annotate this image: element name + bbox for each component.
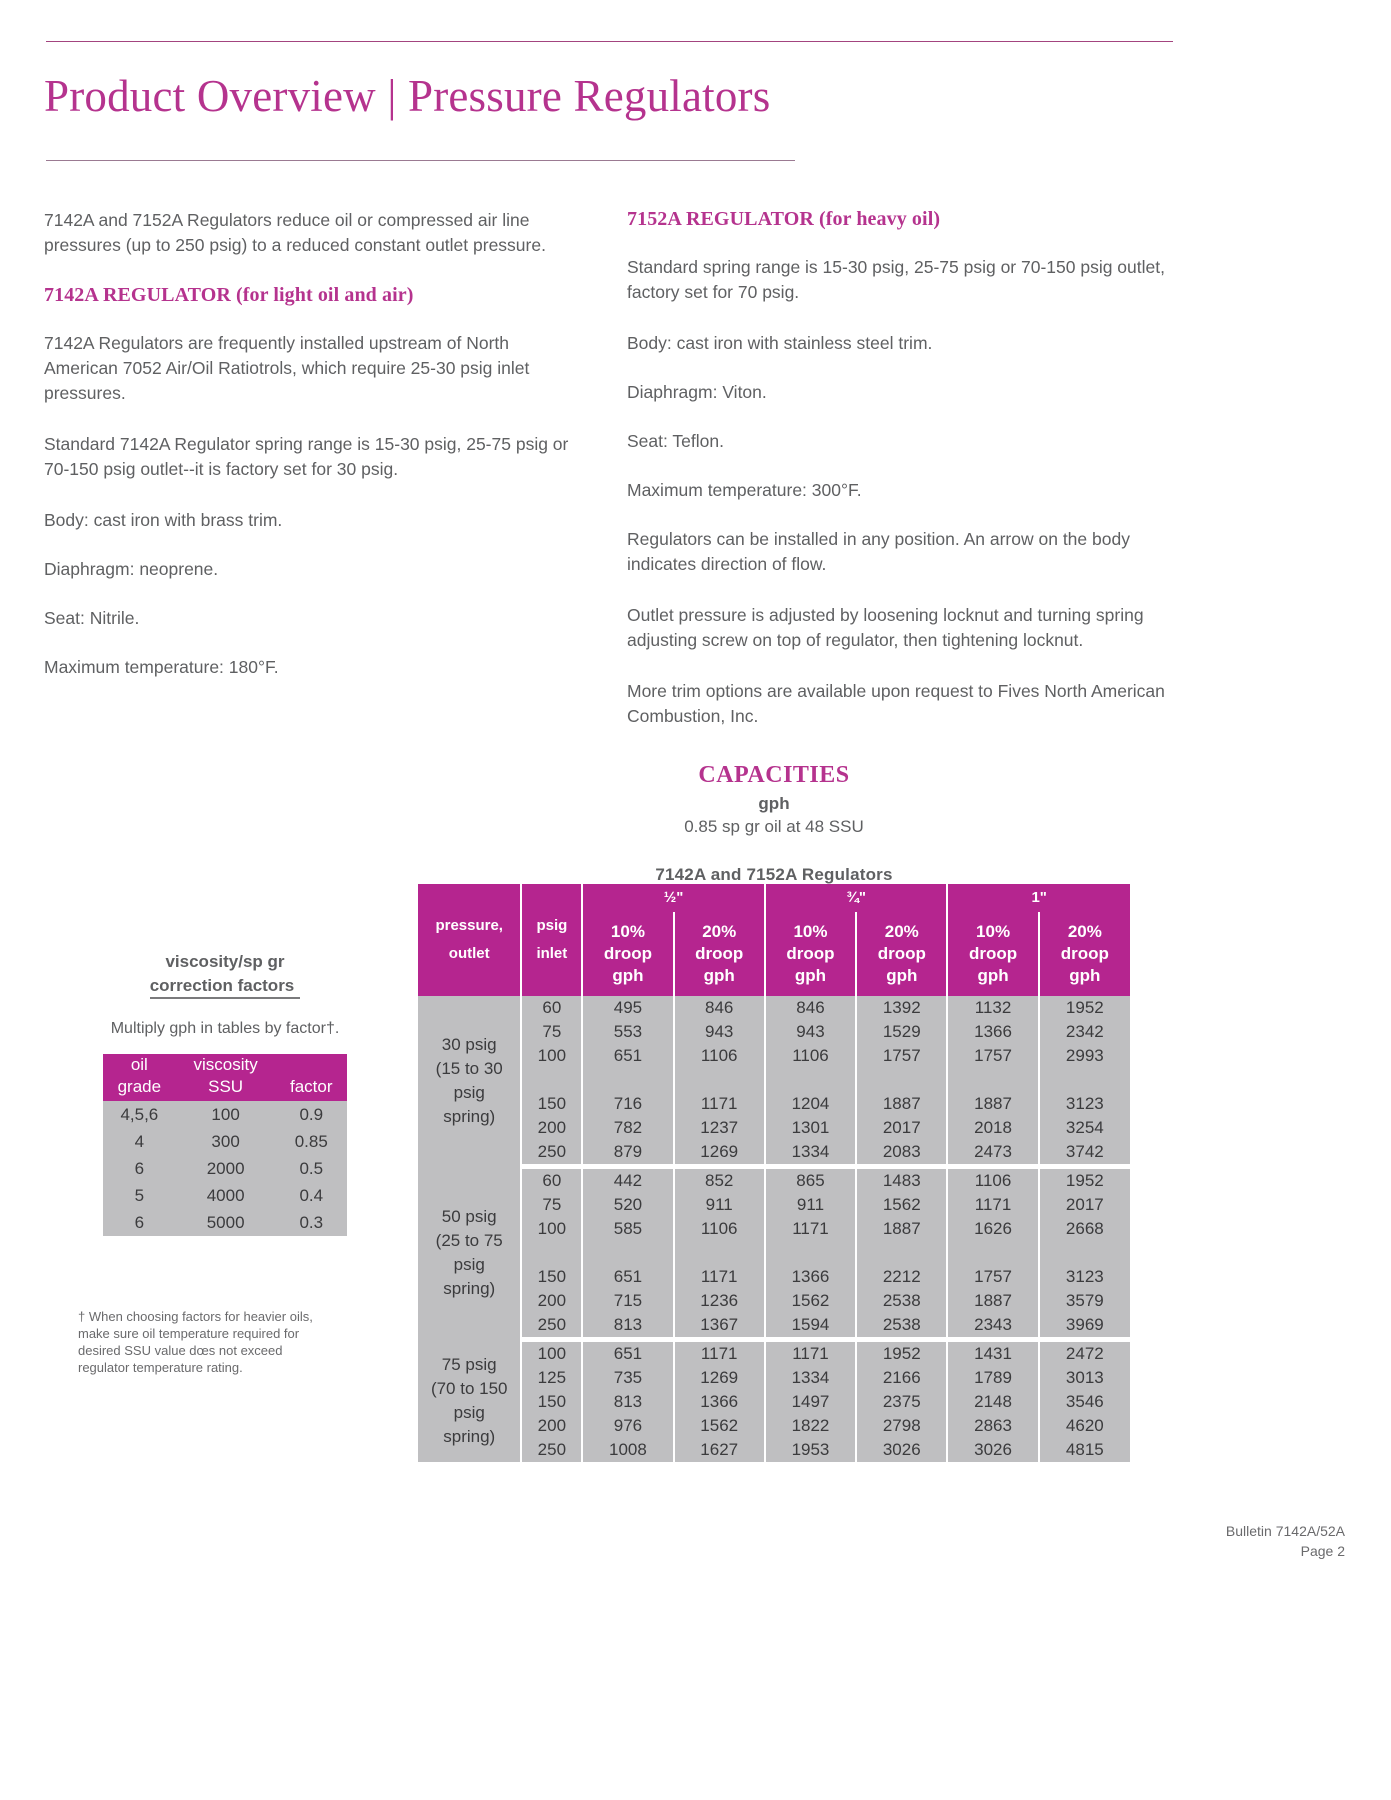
capacity-cell: 4815 <box>1039 1438 1130 1462</box>
spacer-cell <box>856 1241 947 1265</box>
spacer-cell <box>947 1241 1038 1265</box>
spacer-cell <box>765 1241 856 1265</box>
outlet-pressure-line: 50 psig <box>441 1207 497 1226</box>
oil-grade-cell: 6 <box>103 1155 176 1182</box>
capacity-cell: 1392 <box>856 996 947 1020</box>
header-inlet-line2: inlet <box>536 945 568 962</box>
inlet-psig-cell: 200 <box>521 1414 582 1438</box>
capacity-cell: 495 <box>582 996 673 1020</box>
page-footer <box>945 1521 1345 1561</box>
capacity-cell: 3579 <box>1039 1289 1130 1313</box>
left-spec-seat: Seat: Nitrile. <box>44 608 140 628</box>
inlet-psig-cell: 200 <box>521 1289 582 1313</box>
inlet-psig-cell: 100 <box>521 1217 582 1241</box>
left-paragraph-1: 7142A Regulators are frequently installed upstream of North American 7052 Air/Oil Ratiotrols, which require 25-30 psig inlet pressures. <box>44 333 530 403</box>
capacity-cell: 3742 <box>1039 1140 1130 1167</box>
header-size-half: ½" <box>582 884 765 912</box>
capacity-cell: 2343 <box>947 1313 1038 1340</box>
table-row <box>418 1265 1130 1289</box>
footer-page-number: Page 2 <box>1300 1543 1345 1559</box>
list-item <box>103 1182 347 1209</box>
capacity-cell: 1171 <box>947 1193 1038 1217</box>
spacer-cell <box>582 1068 673 1092</box>
spacer-cell <box>856 1068 947 1092</box>
correction-table-head <box>103 1054 347 1101</box>
header-stub-line2: outlet <box>448 945 490 962</box>
right-paragraph-adjust: Outlet pressure is adjusted by loosening locknut and turning spring adjusting screw on top of regulator, then tightening locknut. <box>627 605 1144 650</box>
header-one-20: 20% droop gph <box>1039 912 1130 996</box>
header-bottom-rule <box>46 160 795 161</box>
table-row <box>418 996 1130 1020</box>
capacity-cell: 1757 <box>947 1044 1038 1068</box>
capacity-cell: 1334 <box>765 1366 856 1390</box>
capacity-cell: 442 <box>582 1167 673 1194</box>
right-spec-maxtemp: Maximum temperature: 300°F. <box>627 480 862 500</box>
correction-header-row-2 <box>103 1076 347 1101</box>
correction-title <box>60 950 390 998</box>
capacities-unit: gph <box>758 794 790 813</box>
right-spec-diaphragm: Diaphragm: Viton. <box>627 382 767 402</box>
capacity-cell: 813 <box>582 1390 673 1414</box>
outlet-pressure-line: spring) <box>443 1279 496 1298</box>
capacity-cell: 1171 <box>765 1217 856 1241</box>
capacity-cell: 2018 <box>947 1116 1038 1140</box>
correction-title-line1: viscosity/sp gr <box>165 952 285 971</box>
list-item <box>103 1101 347 1128</box>
capacity-cell: 1431 <box>947 1340 1038 1367</box>
spacer-cell <box>1039 1241 1130 1265</box>
inlet-psig-cell: 250 <box>521 1313 582 1340</box>
capacity-cell: 4620 <box>1039 1414 1130 1438</box>
correction-table <box>103 1054 347 1236</box>
capacities-table <box>418 884 1130 1462</box>
capacity-cell: 1366 <box>674 1390 765 1414</box>
factor-cell: 0.9 <box>276 1101 347 1128</box>
outlet-pressure-line: 30 psig <box>441 1035 497 1055</box>
capacity-cell: 1953 <box>765 1438 856 1462</box>
header-size-threequarter: ¾" <box>765 884 948 912</box>
capacity-cell: 813 <box>582 1313 673 1340</box>
capacity-cell: 1483 <box>856 1167 947 1194</box>
capacity-cell: 3013 <box>1039 1366 1130 1390</box>
table-row <box>418 1366 1130 1390</box>
capacity-cell: 1106 <box>765 1044 856 1068</box>
capacity-cell: 3969 <box>1039 1313 1130 1340</box>
capacity-cell: 716 <box>582 1092 673 1116</box>
viscosity-ssu-cell: 300 <box>176 1128 276 1155</box>
left-column <box>44 208 584 704</box>
correction-footnote: † When choosing factors for heavier oils, make sure oil temperature required for desired SSU value dœs not exceed regulator temperature rating. <box>78 1309 313 1375</box>
table-row <box>418 1414 1130 1438</box>
inlet-psig-cell: 150 <box>521 1265 582 1289</box>
capacity-cell: 2668 <box>1039 1217 1130 1241</box>
header-top-rule <box>46 41 1173 42</box>
outlet-pressure-stub <box>418 1167 521 1340</box>
capacity-cell: 3026 <box>856 1438 947 1462</box>
capacity-cell: 1757 <box>947 1265 1038 1289</box>
table-row <box>418 1140 1130 1167</box>
header-half-20: 20% droop gph <box>674 912 765 996</box>
inlet-psig-cell: 100 <box>521 1044 582 1068</box>
capacity-cell: 1562 <box>856 1193 947 1217</box>
inlet-psig-cell: 60 <box>521 1167 582 1194</box>
left-spec-body: Body: cast iron with brass trim. <box>44 510 283 530</box>
table-row <box>418 1313 1130 1340</box>
capacity-cell: 1529 <box>856 1020 947 1044</box>
header-psig-inlet <box>521 884 582 996</box>
correction-header-factor: factor <box>276 1076 347 1101</box>
table-spacer-row <box>418 1241 1130 1265</box>
oil-grade-cell: 4 <box>103 1128 176 1155</box>
capacity-cell: 735 <box>582 1366 673 1390</box>
capacity-cell: 1269 <box>674 1140 765 1167</box>
intro-paragraph: 7142A and 7152A Regulators reduce oil or compressed air line pressures (up to 250 psig) to a reduced constant outlet pressure. <box>44 210 546 255</box>
outlet-pressure-line: (70 to 150 <box>430 1378 508 1398</box>
capacity-cell: 2863 <box>947 1414 1038 1438</box>
capacity-cell: 1301 <box>765 1116 856 1140</box>
capacity-cell: 1236 <box>674 1289 765 1313</box>
capacity-cell: 651 <box>582 1340 673 1367</box>
capacity-cell: 1132 <box>947 996 1038 1020</box>
inlet-psig-cell: 60 <box>521 996 582 1020</box>
capacities-table-title: 7142A and 7152A Regulators <box>655 865 893 884</box>
capacity-cell: 1106 <box>947 1167 1038 1194</box>
capacity-cell: 1822 <box>765 1414 856 1438</box>
capacity-cell: 1204 <box>765 1092 856 1116</box>
capacity-cell: 943 <box>765 1020 856 1044</box>
capacity-cell: 1171 <box>674 1340 765 1367</box>
inlet-psig-cell: 150 <box>521 1092 582 1116</box>
capacity-cell: 585 <box>582 1217 673 1241</box>
capacity-cell: 3254 <box>1039 1116 1130 1140</box>
footer-bulletin: Bulletin 7142A/52A <box>1225 1523 1345 1539</box>
inlet-psig-cell: 75 <box>521 1020 582 1044</box>
capacity-cell: 3123 <box>1039 1265 1130 1289</box>
header-half-10: 10% droop gph <box>582 912 673 996</box>
page-title: Product Overview | Pressure Regulators <box>44 71 771 121</box>
heading-7152a: 7152A REGULATOR (for heavy oil) <box>627 208 941 230</box>
capacity-cell: 553 <box>582 1020 673 1044</box>
capacity-cell: 1171 <box>674 1265 765 1289</box>
outlet-pressure-stub <box>418 996 521 1167</box>
capacity-cell: 879 <box>582 1140 673 1167</box>
correction-title-line2: correction factors <box>150 976 301 999</box>
capacity-cell: 1757 <box>856 1044 947 1068</box>
capacity-cell: 1366 <box>765 1265 856 1289</box>
capacity-cell: 1626 <box>947 1217 1038 1241</box>
spacer-cell <box>765 1068 856 1092</box>
viscosity-ssu-cell: 2000 <box>176 1155 276 1182</box>
capacity-cell: 1562 <box>765 1289 856 1313</box>
spacer-cell <box>947 1068 1038 1092</box>
correction-header-oil: oil <box>103 1054 176 1076</box>
capacity-cell: 2993 <box>1039 1044 1130 1068</box>
left-spec-maxtemp: Maximum temperature: 180°F. <box>44 657 279 677</box>
capacities-title: CAPACITIES <box>698 762 850 788</box>
table-row <box>418 1289 1130 1313</box>
header-size-one: 1" <box>947 884 1130 912</box>
capacity-cell: 1627 <box>674 1438 765 1462</box>
header-threequarter-20: 20% droop gph <box>856 912 947 996</box>
capacity-cell: 976 <box>582 1414 673 1438</box>
outlet-pressure-line: psig <box>453 1255 485 1274</box>
outlet-pressure-line: spring) <box>443 1426 496 1446</box>
capacities-table-head <box>418 884 1130 996</box>
capacity-cell: 2017 <box>1039 1193 1130 1217</box>
correction-header-viscosity: viscosity <box>176 1054 276 1076</box>
spacer-cell <box>1039 1068 1130 1092</box>
capacity-cell: 1106 <box>674 1217 765 1241</box>
list-item <box>103 1209 347 1236</box>
capacity-cell: 1594 <box>765 1313 856 1340</box>
right-paragraph-1: Standard spring range is 15-30 psig, 25-75 psig or 70-150 psig outlet, factory set for 70 psig. <box>627 257 1165 302</box>
header-threequarter-10: 10% droop gph <box>765 912 856 996</box>
table-row <box>418 1193 1130 1217</box>
outlet-pressure-line: psig <box>453 1083 485 1103</box>
capacity-cell: 715 <box>582 1289 673 1313</box>
capacity-cell: 2538 <box>856 1289 947 1313</box>
capacity-cell: 1562 <box>674 1414 765 1438</box>
capacity-cell: 2083 <box>856 1140 947 1167</box>
capacity-cell: 911 <box>674 1193 765 1217</box>
left-paragraph-2: Standard 7142A Regulator spring range is 15-30 psig, 25-75 psig or 70-150 psig outlet--it is factory set for 30 psig. <box>44 434 569 479</box>
capacity-cell: 2166 <box>856 1366 947 1390</box>
capacity-cell: 1366 <box>947 1020 1038 1044</box>
factor-cell: 0.4 <box>276 1182 347 1209</box>
capacity-cell: 1334 <box>765 1140 856 1167</box>
capacity-cell: 1887 <box>947 1092 1038 1116</box>
capacity-cell: 943 <box>674 1020 765 1044</box>
capacity-cell: 520 <box>582 1193 673 1217</box>
outlet-pressure-stub <box>418 1340 521 1463</box>
capacity-cell: 2017 <box>856 1116 947 1140</box>
spacer-cell <box>521 1068 582 1092</box>
correction-note: Multiply gph in tables by factor†. <box>110 1020 340 1037</box>
capacity-cell: 1887 <box>856 1217 947 1241</box>
capacities-table-body <box>418 996 1130 1462</box>
capacity-cell: 2472 <box>1039 1340 1130 1367</box>
capacity-cell: 865 <box>765 1167 856 1194</box>
viscosity-ssu-cell: 4000 <box>176 1182 276 1209</box>
capacity-cell: 1952 <box>856 1340 947 1367</box>
outlet-pressure-line: (25 to 75 <box>435 1231 503 1250</box>
header-row-sizes <box>418 884 1130 912</box>
inlet-psig-cell: 150 <box>521 1390 582 1414</box>
table-row <box>418 1116 1130 1140</box>
capacity-cell: 1367 <box>674 1313 765 1340</box>
correction-header-ssu: SSU <box>176 1076 276 1101</box>
spacer-cell <box>674 1241 765 1265</box>
outlet-pressure-line: psig <box>453 1402 485 1422</box>
inlet-psig-cell: 125 <box>521 1366 582 1390</box>
right-spec-seat: Seat: Teflon. <box>627 431 724 451</box>
capacity-cell: 2538 <box>856 1313 947 1340</box>
table-row <box>418 1167 1130 1194</box>
capacity-cell: 1952 <box>1039 996 1130 1020</box>
capacity-cell: 2798 <box>856 1414 947 1438</box>
spacer-cell <box>521 1241 582 1265</box>
correction-header-row-1 <box>103 1054 347 1076</box>
capacity-cell: 2473 <box>947 1140 1038 1167</box>
capacity-cell: 911 <box>765 1193 856 1217</box>
capacity-cell: 846 <box>765 996 856 1020</box>
capacity-cell: 1171 <box>674 1092 765 1116</box>
header-stub-pressure-outlet <box>418 884 521 996</box>
factor-cell: 0.3 <box>276 1209 347 1236</box>
left-spec-diaphragm: Diaphragm: neoprene. <box>44 559 219 579</box>
header-one-10: 10% droop gph <box>947 912 1038 996</box>
list-item <box>103 1128 347 1155</box>
right-spec-body: Body: cast iron with stainless steel trim. <box>627 333 933 353</box>
oil-grade-cell: 5 <box>103 1182 176 1209</box>
table-row <box>418 1390 1130 1414</box>
right-column <box>627 208 1167 755</box>
inlet-psig-cell: 100 <box>521 1340 582 1367</box>
capacity-cell: 1269 <box>674 1366 765 1390</box>
correction-factors-block <box>60 950 390 1236</box>
capacity-cell: 3546 <box>1039 1390 1130 1414</box>
capacities-heading-block <box>418 762 1130 885</box>
outlet-pressure-line: spring) <box>443 1107 496 1127</box>
capacity-cell: 1008 <box>582 1438 673 1462</box>
table-row <box>418 1044 1130 1068</box>
capacity-cell: 1952 <box>1039 1167 1130 1194</box>
capacity-cell: 1171 <box>765 1340 856 1367</box>
spacer-cell <box>674 1068 765 1092</box>
correction-header-grade: grade <box>103 1076 176 1101</box>
capacity-cell: 2342 <box>1039 1020 1130 1044</box>
capacity-cell: 3026 <box>947 1438 1038 1462</box>
capacities-subtitle: 0.85 sp gr oil at 48 SSU <box>684 817 864 836</box>
viscosity-ssu-cell: 100 <box>176 1101 276 1128</box>
table-row <box>418 1340 1130 1367</box>
inlet-psig-cell: 250 <box>521 1438 582 1462</box>
capacity-cell: 1237 <box>674 1116 765 1140</box>
table-spacer-row <box>418 1068 1130 1092</box>
factor-cell: 0.5 <box>276 1155 347 1182</box>
viscosity-ssu-cell: 5000 <box>176 1209 276 1236</box>
capacity-cell: 1789 <box>947 1366 1038 1390</box>
capacity-cell: 2148 <box>947 1390 1038 1414</box>
table-row <box>418 1092 1130 1116</box>
oil-grade-cell: 6 <box>103 1209 176 1236</box>
capacity-cell: 651 <box>582 1265 673 1289</box>
factor-cell: 0.85 <box>276 1128 347 1155</box>
oil-grade-cell: 4,5,6 <box>103 1101 176 1128</box>
table-row <box>418 1217 1130 1241</box>
capacity-cell: 846 <box>674 996 765 1020</box>
spacer-cell <box>582 1241 673 1265</box>
capacity-cell: 852 <box>674 1167 765 1194</box>
inlet-psig-cell: 250 <box>521 1140 582 1167</box>
correction-table-body <box>103 1101 347 1236</box>
header-inlet-line1: psig <box>536 917 568 934</box>
capacity-cell: 1887 <box>856 1092 947 1116</box>
table-row <box>418 1438 1130 1462</box>
capacity-cell: 782 <box>582 1116 673 1140</box>
list-item <box>103 1155 347 1182</box>
capacity-cell: 1887 <box>947 1289 1038 1313</box>
capacity-cell: 2375 <box>856 1390 947 1414</box>
capacity-cell: 651 <box>582 1044 673 1068</box>
inlet-psig-cell: 200 <box>521 1116 582 1140</box>
outlet-pressure-line: (15 to 30 <box>435 1059 503 1079</box>
correction-header-blank <box>276 1054 347 1076</box>
capacity-cell: 2212 <box>856 1265 947 1289</box>
right-paragraph-trim: More trim options are available upon request to Fives North American Combustion, Inc. <box>627 681 1165 726</box>
outlet-pressure-line: 75 psig <box>441 1354 497 1374</box>
table-row <box>418 1020 1130 1044</box>
capacity-cell: 1106 <box>674 1044 765 1068</box>
capacity-cell: 1497 <box>765 1390 856 1414</box>
capacity-cell: 3123 <box>1039 1092 1130 1116</box>
header-stub-line1: pressure, <box>435 917 503 934</box>
right-paragraph-install: Regulators can be installed in any position. An arrow on the body indicates direction of flow. <box>627 529 1130 574</box>
heading-7142a: 7142A REGULATOR (for light oil and air) <box>44 284 414 306</box>
inlet-psig-cell: 75 <box>521 1193 582 1217</box>
